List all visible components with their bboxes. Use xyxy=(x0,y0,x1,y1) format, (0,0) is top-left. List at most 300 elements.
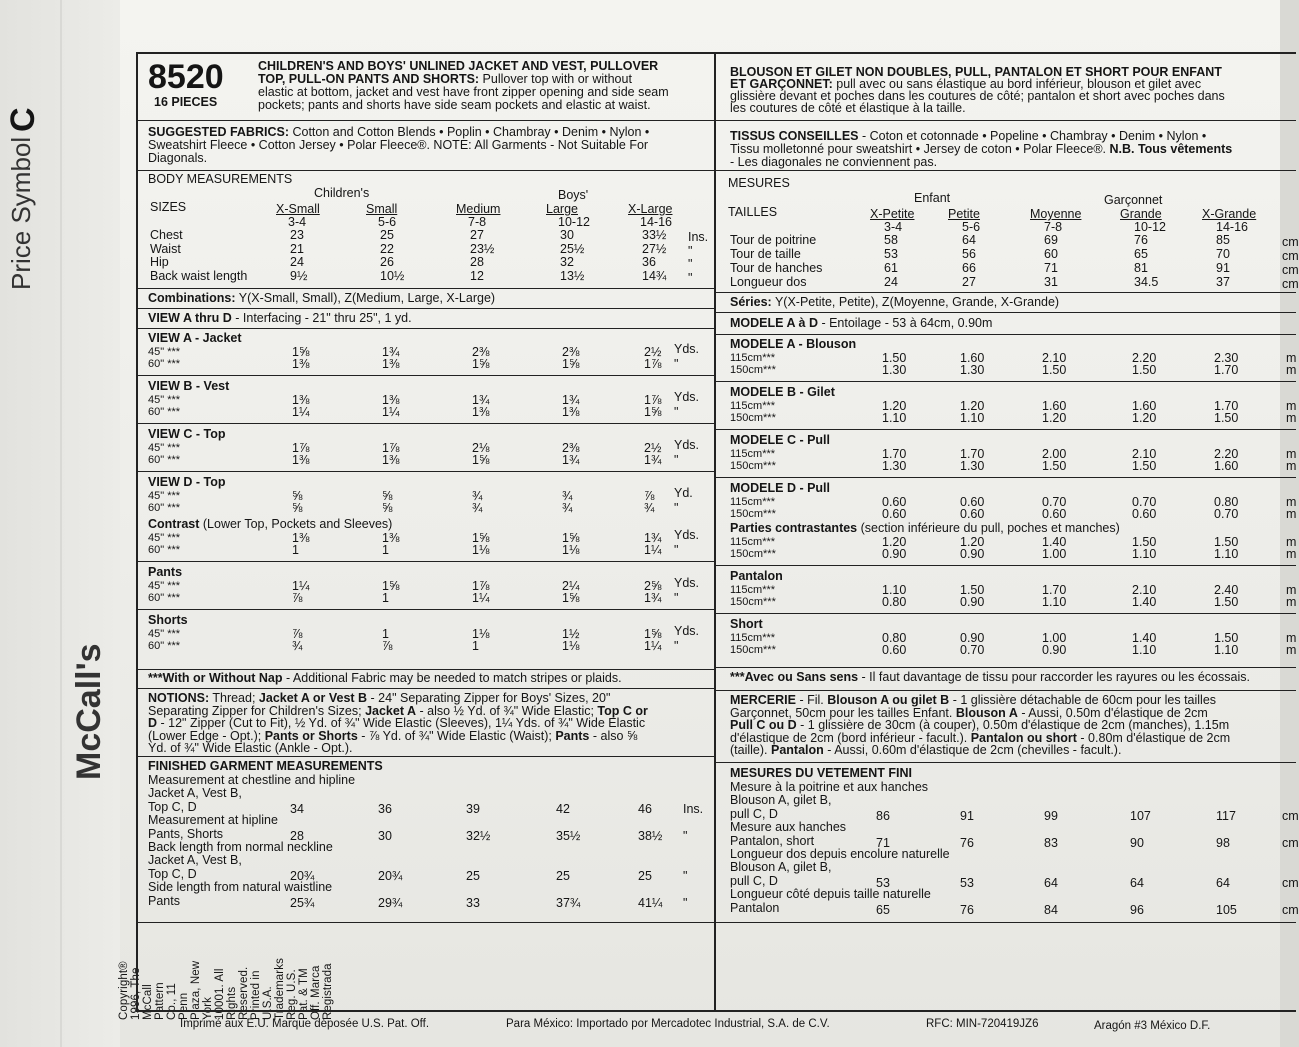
fr-size-range: 14-16 xyxy=(1216,220,1248,234)
section-divider xyxy=(138,756,714,757)
fr-fabric-width: 150cm*** xyxy=(730,364,776,376)
measure-value: 27 xyxy=(470,228,484,242)
fr-measure-value: 66 xyxy=(962,261,976,275)
fr-measures-heading: MESURES xyxy=(728,176,790,190)
fr-meter-value: 1.70 xyxy=(1214,363,1239,377)
yardage-value: 1⅞ xyxy=(644,393,662,407)
fr-meter-unit: m xyxy=(1286,643,1297,657)
yardage-value: 1¼ xyxy=(292,405,310,419)
measure-value: 21 xyxy=(290,241,304,256)
section-divider xyxy=(138,471,714,472)
section-divider xyxy=(138,669,714,670)
size-range: 7-8 xyxy=(468,215,487,229)
fr-meter-value: 2.40 xyxy=(1214,583,1239,597)
fr-meter-unit: m xyxy=(1286,399,1297,413)
piece-count: 16 PIECES xyxy=(154,95,218,109)
finished-line: Measurement at hipline xyxy=(148,813,278,828)
fabric-width: 60" *** xyxy=(148,454,181,466)
notions-line: NOTIONS: Thread; Jacket A or Vest B - 24" Separating Zipper for Boys' Sizes, 20" xyxy=(148,691,611,705)
fr-meter-value: 0.80 xyxy=(1214,495,1239,509)
title-line: elastic at bottom, jacket and vest have front zipper opening and side seam xyxy=(258,85,669,99)
measure-value: 10½ xyxy=(380,268,405,283)
yardage-value: 1 xyxy=(382,591,389,605)
fr-meter-value: 0.60 xyxy=(882,643,907,657)
yardage-value: ⅝ xyxy=(382,489,393,503)
fr-measure-label: Tour de taille xyxy=(730,247,801,261)
view-title: VIEW B - Vest xyxy=(148,379,230,393)
fr-meter-value: 0.70 xyxy=(1132,495,1157,509)
fr-meter-value: 2.10 xyxy=(1132,447,1157,461)
combinations: Combinations: Y(X-Small, Small), Z(Medium, Large, X-Large) xyxy=(148,291,496,305)
fr-measure-value: 58 xyxy=(884,233,898,247)
fr-finished-title: MESURES DU VETEMENT FINI xyxy=(730,766,912,780)
fr-notions-line: Pull C ou D - 1 glissière de 30cm (à couper), 0.50m d'élastique de 2cm (manches), 1.15m xyxy=(730,718,1230,732)
fr-meter-unit: m xyxy=(1286,507,1297,521)
yardage-unit: " xyxy=(674,405,679,419)
section-divider xyxy=(138,328,714,329)
fr-meter-value: 1.50 xyxy=(1214,411,1239,425)
fr-measure-label: Tour de hanches xyxy=(730,261,823,275)
fr-measure-value: 27 xyxy=(962,275,976,289)
yardage-value: 1⅜ xyxy=(382,357,400,371)
finished-value: 36 xyxy=(378,801,392,816)
measure-value: 33½ xyxy=(642,228,667,242)
size-name: Small xyxy=(366,202,398,216)
fr-view-title: MODELE C - Pull xyxy=(730,433,830,447)
size-range: 3-4 xyxy=(288,215,307,229)
measure-value: 27½ xyxy=(642,241,667,256)
finished-value: 25 xyxy=(556,868,570,883)
fr-meter-value: 1.70 xyxy=(1214,399,1239,413)
fabrics-line: Diagonals. xyxy=(148,151,208,165)
measure-value: 12 xyxy=(470,268,484,283)
fabrics-line: Sweatshirt Fleece • Cotton Jersey • Polar Fleece®. NOTE: All Garments - Not Suitable For xyxy=(148,138,649,152)
finished-value: 39 xyxy=(466,801,480,816)
fr-size-name: Petite xyxy=(948,207,980,221)
finished-value: 46 xyxy=(638,801,652,816)
fr-size-name: X-Petite xyxy=(870,207,915,221)
measure-unit: " xyxy=(688,270,693,285)
fr-meter-unit: m xyxy=(1286,535,1297,549)
price-symbol-letter: C xyxy=(4,107,42,132)
fabric-width: 45" *** xyxy=(148,442,181,454)
fr-meter-value: 1.20 xyxy=(882,535,907,549)
fr-fabric-width: 115cm*** xyxy=(730,400,776,412)
yardage-value: 1¼ xyxy=(472,591,490,605)
fr-finished-value: 99 xyxy=(1044,808,1058,823)
fr-meter-value: 0.90 xyxy=(960,547,985,561)
finished-line: Jacket A, Vest B, xyxy=(148,853,242,868)
yardage-value: ¾ xyxy=(472,501,483,515)
fr-size-range: 5-6 xyxy=(962,220,981,234)
fr-finished-value: cm xyxy=(1282,808,1299,823)
yardage-value: 1½ xyxy=(562,627,580,641)
fabric-width: 45" *** xyxy=(148,490,181,502)
measure-value: 32 xyxy=(560,255,574,269)
fr-measure-unit: cm xyxy=(1282,249,1299,263)
fr-meter-unit: m xyxy=(1286,547,1297,561)
fr-meter-unit: m xyxy=(1286,351,1297,365)
yardage-value: 1¾ xyxy=(382,345,400,359)
fr-meter-unit: m xyxy=(1286,411,1297,425)
section-divider xyxy=(138,120,714,121)
fr-meter-value: 1.20 xyxy=(960,535,985,549)
footer-mexico: Para México: Importado por Mercadotec Industrial, S.A. de C.V. xyxy=(506,1018,830,1030)
fr-title-line: glissière devant et poches dans les coutures de côté; pantalon et short avec poches dans xyxy=(730,89,1225,103)
section-divider xyxy=(138,288,714,289)
finished-value: 29¾ xyxy=(378,895,403,910)
fabric-width: 45" *** xyxy=(148,580,181,592)
finished-value: " xyxy=(683,895,688,910)
boys-heading: Boys' xyxy=(558,188,589,202)
fr-size-range: 3-4 xyxy=(884,220,903,234)
fr-meter-value: 1.30 xyxy=(882,459,907,473)
finished-value: Ins. xyxy=(683,801,704,816)
fr-size-name: Grande xyxy=(1120,207,1162,221)
yardage-value: 1⅜ xyxy=(562,405,580,419)
section-divider xyxy=(716,667,1296,668)
fr-meter-value: 0.90 xyxy=(960,595,985,609)
fr-meter-value: 2.20 xyxy=(1132,351,1157,365)
fr-finished-value: 65 xyxy=(876,902,890,917)
fr-view-title: MODELE B - Gilet xyxy=(730,385,835,399)
view-title: VIEW C - Top xyxy=(148,427,226,441)
footer xyxy=(180,1018,1280,1034)
size-name: X-Large xyxy=(628,202,673,216)
fabric-width: 45" *** xyxy=(148,532,181,544)
yardage-value: 1¾ xyxy=(562,393,580,407)
yardage-unit: Yds. xyxy=(674,528,700,542)
fr-measure-value: 69 xyxy=(1044,233,1058,247)
fr-meter-value: 1.50 xyxy=(1042,363,1067,377)
body-measurements-heading: BODY MEASUREMENTS xyxy=(148,172,293,186)
fr-fabric-width: 150cm*** xyxy=(730,644,776,656)
fr-garconnet-heading: Garçonnet xyxy=(1104,193,1163,207)
yardage-value: ¾ xyxy=(644,501,655,515)
yardage-value: 1 xyxy=(382,627,389,641)
fabric-width: 60" *** xyxy=(148,502,181,514)
view-title: Shorts xyxy=(148,613,188,627)
section-divider xyxy=(138,308,714,309)
yardage-value: 2⅛ xyxy=(472,441,490,455)
yardage-value: ⅞ xyxy=(382,639,393,653)
yardage-value: ⅝ xyxy=(382,501,393,515)
fr-finished-line: pull C, D xyxy=(730,806,778,821)
fr-finished-value: 83 xyxy=(1044,835,1058,850)
fr-meter-value: 1.50 xyxy=(960,583,985,597)
measure-label: Back waist length xyxy=(150,268,248,283)
finished-value: 32½ xyxy=(466,828,491,843)
view-title: Contrast (Lower Top, Pockets and Sleeves) xyxy=(148,517,393,531)
section-divider xyxy=(716,292,1296,293)
fr-finished-value: 53 xyxy=(960,875,974,890)
yardage-value: 1⅜ xyxy=(472,405,490,419)
fr-measure-value: 85 xyxy=(1216,233,1230,247)
fr-notions-line: Garçonnet, 50cm pour les tailles Enfant. Blouson A - Aussi, 0.50m d'élastique de 2cm xyxy=(730,705,1208,720)
yardage-value: 1¼ xyxy=(292,579,310,593)
yardage-value: 1¾ xyxy=(472,393,490,407)
fr-enfant-heading: Enfant xyxy=(914,191,951,205)
fr-fabric-width: 150cm*** xyxy=(730,412,776,424)
measure-value: 22 xyxy=(380,241,394,256)
fr-meter-value: 0.70 xyxy=(1214,507,1239,521)
fr-finished-line: pull C, D xyxy=(730,873,778,888)
yardage-value: 1⅜ xyxy=(292,393,310,407)
yardage-value: 1⅜ xyxy=(292,357,310,371)
fr-meter-value: 1.60 xyxy=(960,351,985,365)
section-divider xyxy=(138,561,714,562)
section-divider xyxy=(138,688,714,689)
fr-fabric-width: 115cm*** xyxy=(730,352,776,364)
fr-finished-value: 84 xyxy=(1044,902,1058,917)
fr-meter-value: 1.50 xyxy=(1132,535,1157,549)
section-divider xyxy=(138,375,714,376)
fr-meter-value: 2.00 xyxy=(1042,447,1067,461)
fr-finished-line: Mesure à la poitrine et aux hanches xyxy=(730,780,929,794)
size-range: 10-12 xyxy=(558,215,590,229)
fr-meter-unit: m xyxy=(1286,595,1297,609)
yardage-value: 2¼ xyxy=(562,579,580,593)
yardage-value: 1¾ xyxy=(644,591,662,605)
fr-meter-value: 1.30 xyxy=(960,459,985,473)
fr-finished-value: 90 xyxy=(1130,835,1144,850)
fr-measure-value: 76 xyxy=(1134,233,1148,247)
fr-fabric-width: 115cm*** xyxy=(730,496,776,508)
english-column xyxy=(136,54,716,1010)
yardage-value: 1¼ xyxy=(382,405,400,419)
notions-line: Yd. of ¾" Wide Elastic (Ankle - Opt.). xyxy=(148,741,353,755)
fabric-width: 60" *** xyxy=(148,406,181,418)
fr-finished-value: 98 xyxy=(1216,835,1230,850)
fr-meter-value: 1.50 xyxy=(1132,459,1157,473)
fr-finished-value: 64 xyxy=(1044,875,1058,890)
measure-value: 24 xyxy=(290,255,304,269)
measure-value: 9½ xyxy=(290,268,308,283)
fr-meter-value: 0.60 xyxy=(1132,507,1157,521)
measure-value: 26 xyxy=(380,255,394,269)
title-line: TOP, PULL-ON PANTS AND SHORTS: Pullover top with or without xyxy=(258,72,632,86)
yardage-value: ¾ xyxy=(562,489,573,503)
finished-value: 37¾ xyxy=(556,895,581,910)
brand-fragment: McCall's xyxy=(70,643,108,780)
fr-title-line: ET GARÇONNET: pull avec ou sans élastique au bord inférieur, blouson et gilet avec xyxy=(730,77,1202,91)
fr-meter-value: 1.50 xyxy=(1042,459,1067,473)
fr-measure-label: Longueur dos xyxy=(730,275,807,289)
pattern-number: 8520 xyxy=(148,58,224,96)
yardage-unit: Yds. xyxy=(674,576,700,590)
fr-entoilage: MODELE A à D - Entoilage - 53 à 64cm, 0.90m xyxy=(730,316,993,330)
fr-view-title: MODELE D - Pull xyxy=(730,481,830,495)
fr-fabric-width: 115cm*** xyxy=(730,584,776,596)
finished-line: Pants xyxy=(148,893,180,908)
fr-size-name: X-Grande xyxy=(1202,207,1257,221)
fr-measure-unit: cm xyxy=(1282,235,1299,249)
fr-finished-value: 107 xyxy=(1130,808,1151,823)
fr-measure-value: 91 xyxy=(1216,261,1230,275)
yardage-value: 1⅞ xyxy=(382,441,400,455)
fr-meter-value: 1.30 xyxy=(882,363,907,377)
fabric-width: 60" *** xyxy=(148,640,181,652)
yardage-value: ⅞ xyxy=(292,627,303,641)
notions-line: Separating Zipper for Children's Sizes; Jacket A - also ½ Yd. of ¾" Wide Elastic; Top C or xyxy=(148,703,648,718)
yardage-value: 1⅝ xyxy=(562,591,580,605)
fr-measure-value: 24 xyxy=(884,275,898,289)
fr-measure-value: 31 xyxy=(1044,275,1058,289)
copyright-text: Copyright® 1996, The McCall Pattern Co., 11 Penn Plaza, New York 10001. All Rights Reserved. Printed in U.S.A. Trademarks Reg. U.S. Pat. & TM Off. Marca Registrada xyxy=(118,958,334,1020)
fr-meter-value: 1.60 xyxy=(1132,399,1157,413)
measure-label: Hip xyxy=(150,255,169,269)
section-divider xyxy=(138,609,714,610)
fr-fabric-width: 115cm*** xyxy=(730,536,776,548)
section-divider xyxy=(716,381,1296,382)
yardage-value: 1 xyxy=(292,543,299,557)
fabrics-line: SUGGESTED FABRICS: Cotton and Cotton Blends • Poplin • Chambray • Denim • Nylon • xyxy=(148,125,650,139)
title-line: pockets; pants and shorts have side seam pockets and elastic at waist. xyxy=(258,98,651,112)
fr-fabrics-line: - Les diagonales ne conviennent pas. xyxy=(730,155,938,169)
fr-meter-value: 1.50 xyxy=(1214,535,1239,549)
yardage-value: 2⅝ xyxy=(644,579,662,593)
nap-note: ***With or Without Nap - Additional Fabric may be needed to match stripes or plaids. xyxy=(148,671,622,685)
fr-meter-value: 1.30 xyxy=(960,363,985,377)
finished-value: 41¼ xyxy=(638,895,663,910)
fr-measure-value: 70 xyxy=(1216,247,1230,261)
yardage-value: ⅝ xyxy=(292,489,303,503)
yardage-value: 1¼ xyxy=(644,543,662,557)
measure-value: 23½ xyxy=(470,241,495,256)
yardage-value: ⅞ xyxy=(644,489,655,503)
yardage-value: 1⅜ xyxy=(382,453,400,467)
measure-value: 30 xyxy=(560,228,574,242)
finished-line: Measurement at chestline and hipline xyxy=(148,773,356,787)
fr-series: Séries: Y(X-Petite, Petite), Z(Moyenne, Grande, X-Grande) xyxy=(730,295,1060,309)
fr-meter-value: 0.90 xyxy=(882,547,907,561)
finished-value: 30 xyxy=(378,828,392,843)
fr-finished-line: Pantalon, short xyxy=(730,833,815,848)
title-line: CHILDREN'S AND BOYS' UNLINED JACKET AND VEST, PULLOVER xyxy=(258,59,659,73)
yardage-unit: " xyxy=(674,639,679,653)
fr-finished-line: Blouson A, gilet B, xyxy=(730,793,832,808)
fr-finished-value: 76 xyxy=(960,902,974,917)
fr-meter-value: 2.30 xyxy=(1214,351,1239,365)
view-title: VIEW A - Jacket xyxy=(148,331,242,345)
measure-value: 13½ xyxy=(560,268,585,283)
yardage-value: 1⅝ xyxy=(562,531,580,545)
fr-view-title: MODELE A - Blouson xyxy=(730,337,857,351)
fr-title-line: les coutures de côté et élastique à la taille. xyxy=(730,101,966,115)
finished-title: FINISHED GARMENT MEASUREMENTS xyxy=(148,759,383,773)
notions-line: (Lower Edge - Opt.); Pants or Shorts - ⅞ Yd. of ¾" Wide Elastic (Waist); Pants - also ⅝ xyxy=(148,728,638,743)
fr-measure-value: 81 xyxy=(1134,261,1148,275)
size-range: 5-6 xyxy=(378,215,397,229)
yardage-value: 1⅜ xyxy=(382,531,400,545)
fr-finished-line: Pantalon xyxy=(730,900,780,915)
fr-meter-value: 2.10 xyxy=(1042,351,1067,365)
fr-finished-line: Longueur côté depuis taille naturelle xyxy=(730,887,931,902)
fr-fabric-width: 150cm*** xyxy=(730,548,776,560)
fr-meter-value: 1.40 xyxy=(1042,535,1067,549)
yardage-value: 1⅛ xyxy=(562,639,580,653)
finished-line: Top C, D xyxy=(148,799,197,814)
finished-value: " xyxy=(683,828,688,843)
childrens-heading: Children's xyxy=(314,186,370,200)
fr-fabrics-line: TISSUS CONSEILLES - Coton et cotonnade • Popeline • Chambray • Denim • Nylon • xyxy=(730,129,1207,143)
fr-meter-value: 1.70 xyxy=(960,447,985,461)
fr-finished-value: 64 xyxy=(1130,875,1144,890)
fr-measure-unit: cm xyxy=(1282,277,1299,291)
finished-value: 20¾ xyxy=(378,868,403,883)
fr-meter-value: 0.90 xyxy=(960,631,985,645)
finished-line: Jacket A, Vest B, xyxy=(148,786,242,801)
finished-value: 28 xyxy=(290,828,304,843)
yardage-value: 2½ xyxy=(644,441,662,455)
fr-finished-value: 76 xyxy=(960,835,974,850)
paper-crease xyxy=(60,0,62,1047)
yardage-unit: " xyxy=(674,543,679,557)
section-divider xyxy=(716,429,1296,430)
measure-unit: " xyxy=(688,243,693,258)
fr-meter-value: 2.20 xyxy=(1214,447,1239,461)
view-title: Pants xyxy=(148,565,183,579)
fr-view-title: Short xyxy=(730,617,763,631)
yardage-value: 2⅜ xyxy=(562,441,580,455)
fr-size-range: 10-12 xyxy=(1134,220,1166,234)
view-title: VIEW D - Top xyxy=(148,475,226,489)
fr-notions-line: (taille). Pantalon - Aussi, 0.60m d'élastique de 2cm (chevilles - facult.). xyxy=(730,743,1122,757)
fr-size-range: 7-8 xyxy=(1044,220,1063,234)
fr-measure-value: 60 xyxy=(1044,247,1058,261)
yardage-value: ¾ xyxy=(472,489,483,503)
fr-tailles-label: TAILLES xyxy=(728,205,778,219)
size-name: Large xyxy=(546,202,578,216)
fr-finished-line: Mesure aux hanches xyxy=(730,820,847,835)
fr-nap-note: ***Avec ou Sans sens - Il faut davantage de tissu pour raccorder les rayures ou les écossais. xyxy=(730,670,1250,684)
fr-meter-unit: m xyxy=(1286,631,1297,645)
fr-finished-value: 64 xyxy=(1216,875,1230,890)
fr-meter-value: 1.10 xyxy=(1132,643,1157,657)
finished-line: Pants, Shorts xyxy=(148,826,224,841)
measure-value: 25 xyxy=(380,228,394,242)
fr-meter-value: 0.70 xyxy=(960,643,985,657)
yardage-value: 1⅝ xyxy=(644,627,662,641)
yardage-value: 1¾ xyxy=(644,531,662,545)
fr-meter-value: 0.60 xyxy=(882,507,907,521)
yardage-value: 1⅝ xyxy=(562,357,580,371)
fr-meter-value: 1.70 xyxy=(882,447,907,461)
finished-line: Side length from natural waistline xyxy=(148,880,333,895)
yardage-value: 1⅛ xyxy=(472,627,490,641)
section-divider xyxy=(138,423,714,424)
fr-meter-value: 1.00 xyxy=(1042,547,1067,561)
yardage-unit: " xyxy=(674,357,679,371)
fr-meter-value: 1.00 xyxy=(1042,631,1067,645)
fr-meter-value: 0.60 xyxy=(960,507,985,521)
yardage-value: 1⅝ xyxy=(472,531,490,545)
yardage-value: 1⅞ xyxy=(644,357,662,371)
fr-fabric-width: 150cm*** xyxy=(730,596,776,608)
section-divider xyxy=(716,613,1296,614)
fr-meter-value: 1.10 xyxy=(1042,595,1067,609)
section-divider xyxy=(716,334,1296,335)
yardage-value: ¾ xyxy=(562,501,573,515)
finished-value: 34 xyxy=(290,801,304,816)
fr-finished-value: cm xyxy=(1282,835,1299,850)
measure-value: 25½ xyxy=(560,241,585,256)
finished-line: Top C, D xyxy=(148,866,197,881)
fr-meter-value: 1.20 xyxy=(960,399,985,413)
yardage-value: 1 xyxy=(382,543,389,557)
yardage-value: 2⅜ xyxy=(472,345,490,359)
fr-fabric-width: 150cm*** xyxy=(730,460,776,472)
